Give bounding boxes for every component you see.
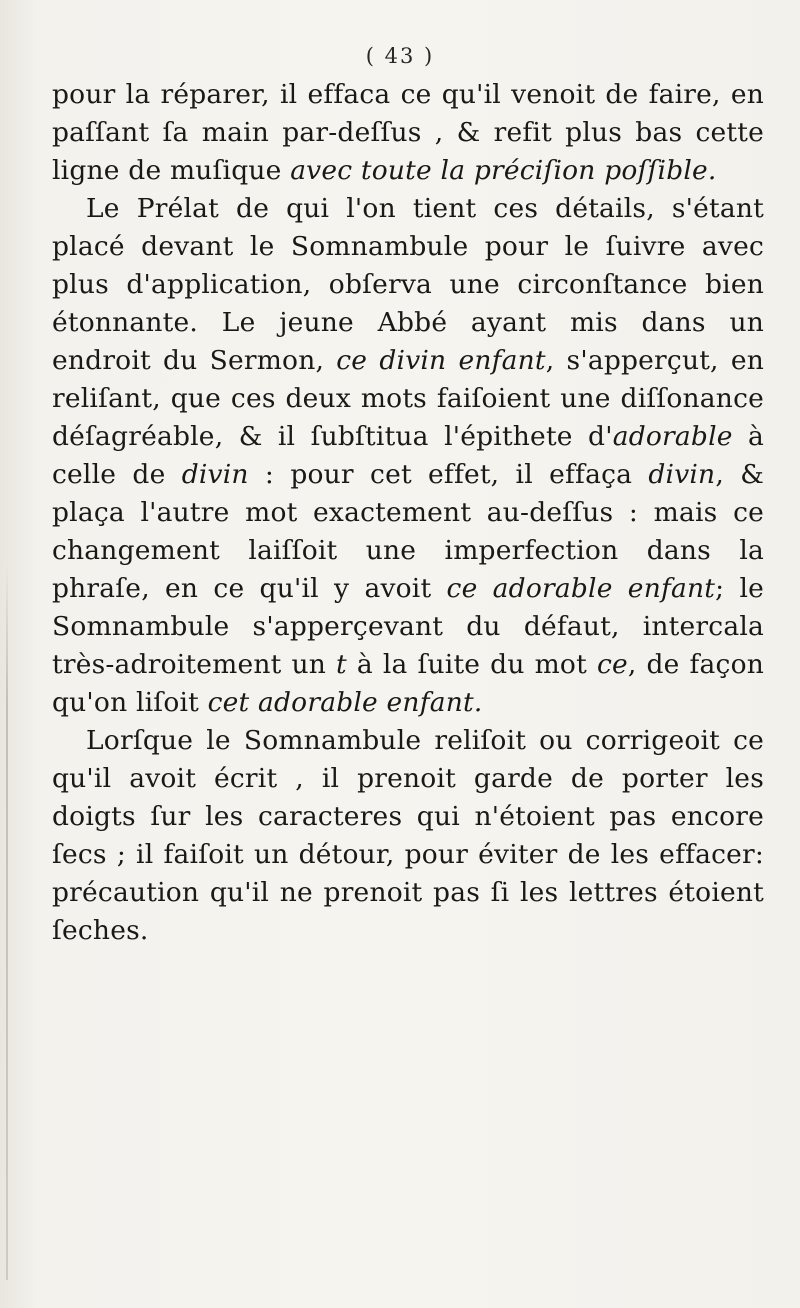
text-run: à celle de [52, 421, 765, 490]
text-run: pour la réparer, il effaca ce qu'il venoit de faire, en paſſant ſa main par-deſſus , & refit plus bas cette ligne de muſique [52, 79, 764, 186]
paragraph [52, 190, 764, 722]
italic-text-run: ce adorable enfant [446, 573, 716, 604]
page-edge-shadow [6, 560, 8, 1280]
text-run: : pour cet effet, il effaça [248, 459, 649, 490]
body-text [52, 76, 764, 950]
italic-text-run: avec toute la préciſion poſſible. [290, 155, 717, 186]
text-run: à la ſuite du mot [346, 649, 597, 680]
text-run: ; le Somnambule s'apperçevant du défaut, intercala très-adroitement un [52, 573, 765, 680]
text-run: Lorſque le Somnambule reliſoit ou corrigeoit ce qu'il avoit écrit , il prenoit garde de porter les doigts ſur les caracteres qui n'étoient pas encore ſecs ; il faiſoit un détour, pour éviter de les effacer: précaution qu'il ne prenoit pas ſi les lettres étoient ſeches. [52, 725, 764, 946]
italic-text-run: divin [181, 459, 249, 490]
text-run: , s'apperçut, en reliſant, que ces deux mots faiſoient une diſſonance déſagréable, & il ſubſtitua l'épithete d' [52, 345, 764, 452]
italic-text-run: adorable [612, 421, 733, 452]
text-run: Le Prélat de qui l'on tient ces détails, s'étant placé devant le Somnambule pour le ſuivre avec plus d'application, obſerva une circonſtance bien étonnante. Le jeune Abbé ayant mis dans un endroit du Sermon, [52, 193, 764, 376]
paragraph [52, 76, 764, 190]
italic-text-run: divin [648, 459, 716, 490]
page-number-header: ( 43 ) [365, 44, 435, 68]
italic-text-run: t [336, 649, 347, 680]
italic-text-run: ce divin enfant [336, 345, 546, 376]
text-run: , & plaça l'autre mot exactement au-deſſus : mais ce changement laiſſoit une imperfection dans la phraſe, en ce qu'il y avoit [52, 459, 764, 604]
italic-text-run: cet adorable enfant. [207, 687, 483, 718]
text-run: , de façon qu'on liſoit [52, 649, 764, 718]
paragraph [52, 722, 764, 950]
italic-text-run: ce [596, 649, 628, 680]
